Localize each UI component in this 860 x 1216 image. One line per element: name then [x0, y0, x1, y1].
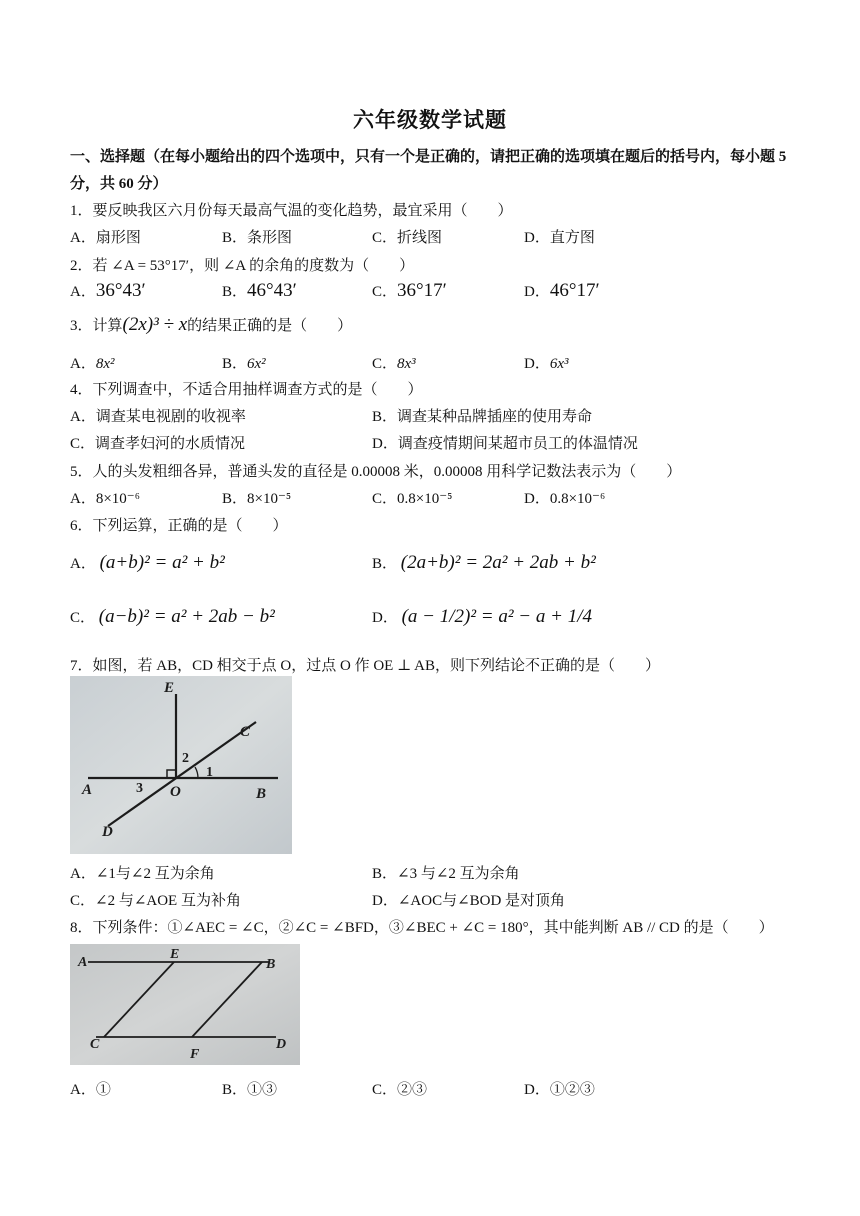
- q3-option-c: C．8x³: [372, 356, 416, 372]
- q7-label-e: E: [164, 680, 175, 696]
- q3-option-a: A．8x²: [70, 356, 115, 372]
- question-5-stem: 5．人的头发粗细各异，普通头发的直径是 0.00008 米，0.00008 用科学记数法表示为（ ）: [70, 464, 682, 480]
- q6-option-b: B． (2a+b)² = 2a² + 2ab + b²: [372, 552, 596, 573]
- q1-option-b: B．条形图: [222, 230, 293, 246]
- question-1-stem: 1．要反映我区六月份每天最高气温的变化趋势，最宜采用（ ）: [70, 203, 513, 219]
- q3-expression: (2x)³ ÷ x: [122, 314, 188, 335]
- question-6-stem: 6．下列运算，正确的是（ ）: [70, 518, 288, 534]
- q2-option-d: D．46°17′: [524, 280, 600, 301]
- q8-option-c: C．②③: [372, 1082, 428, 1098]
- question-2-stem: 2．若 ∠A = 53°17′，则 ∠A 的余角的度数为（ ）: [70, 258, 415, 274]
- q2-option-c: C．36°17′: [372, 280, 447, 301]
- q5-option-d: D．0.8×10⁻⁶: [524, 491, 606, 507]
- q7-label-o: O: [170, 784, 181, 800]
- question-7-stem: 7．如图，若 AB，CD 相交于点 O，过点 O 作 OE ⊥ AB，则下列结论不正确的是（ ）: [70, 658, 660, 674]
- q5-option-b: B．8×10⁻⁵: [222, 491, 292, 507]
- q7-option-d: D．∠AOC与∠BOD 是对顶角: [372, 893, 566, 909]
- q4-option-d: D．调查疫情期间某超市员工的体温情况: [372, 436, 638, 452]
- q8-label-c: C: [90, 1037, 100, 1052]
- q3-option-b: B．6x²: [222, 356, 266, 372]
- q7-label-c: C: [240, 724, 251, 740]
- question-4-stem: 4．下列调查中，不适合用抽样调查方式的是（ ）: [70, 382, 423, 398]
- q7-label-1: 1: [206, 765, 213, 780]
- q1-option-a: A．扇形图: [70, 230, 141, 246]
- question-3-stem: 3．计算(2x)³ ÷ x的结果正确的是（ ）: [70, 314, 353, 335]
- q5-option-a: A．8×10⁻⁶: [70, 491, 140, 507]
- page-title: 六年级数学试题: [353, 108, 507, 132]
- q1-option-d: D．直方图: [524, 230, 595, 246]
- q7-label-b: B: [256, 786, 267, 802]
- q4-option-a: A．调查某电视剧的收视率: [70, 409, 246, 425]
- q2-option-b: B．46°43′: [222, 280, 297, 301]
- q8-label-d: D: [276, 1037, 287, 1052]
- q7-label-a: A: [82, 782, 93, 798]
- q8-label-f: F: [190, 1047, 200, 1062]
- q7-label-2: 2: [182, 751, 189, 766]
- q1-option-c: C．折线图: [372, 230, 443, 246]
- q8-label-b: B: [266, 957, 276, 972]
- q8-figure: [70, 944, 300, 1065]
- q6-option-a: A． (a+b)² = a² + b²: [70, 552, 225, 573]
- q8-option-a: A．①: [70, 1082, 111, 1098]
- q4-option-c: C．调查孝妇河的水质情况: [70, 436, 246, 452]
- q7-option-a: A．∠1与∠2 互为余角: [70, 866, 215, 882]
- q5-option-c: C．0.8×10⁻⁵: [372, 491, 453, 507]
- section-heading-line1: 一、选择题（在每小题给出的四个选项中，只有一个是正确的，请把正确的选项填在题后的括号内，每小题 5: [70, 149, 787, 165]
- section-heading-line2: 分，共 60 分）: [70, 176, 168, 192]
- q7-option-c: C．∠2 与∠AOE 互为补角: [70, 893, 241, 909]
- q2-option-a: A．36°43′: [70, 280, 146, 301]
- q3-option-d: D．6x³: [524, 356, 569, 372]
- q7-label-d: D: [102, 824, 113, 840]
- q6-option-d: D． (a − 1/2)² = a² − a + 1/4: [372, 606, 592, 627]
- q7-label-3: 3: [136, 781, 143, 796]
- q4-option-b: B．调查某种品牌插座的使用寿命: [372, 409, 593, 425]
- q7-option-b: B．∠3 与∠2 互为余角: [372, 866, 520, 882]
- q8-label-a: A: [78, 955, 88, 970]
- q7-figure: [70, 676, 292, 854]
- q6-option-c: C． (a−b)² = a² + 2ab − b²: [70, 606, 275, 627]
- question-8-stem: 8．下列条件：①∠AEC = ∠C，②∠C = ∠BFD，③∠BEC + ∠C = 180°，其中能判断 AB // CD 的是（ ）: [70, 920, 774, 936]
- q8-option-b: B．①③: [222, 1082, 278, 1098]
- q8-option-d: D．①②③: [524, 1082, 595, 1098]
- q8-label-e: E: [170, 947, 180, 962]
